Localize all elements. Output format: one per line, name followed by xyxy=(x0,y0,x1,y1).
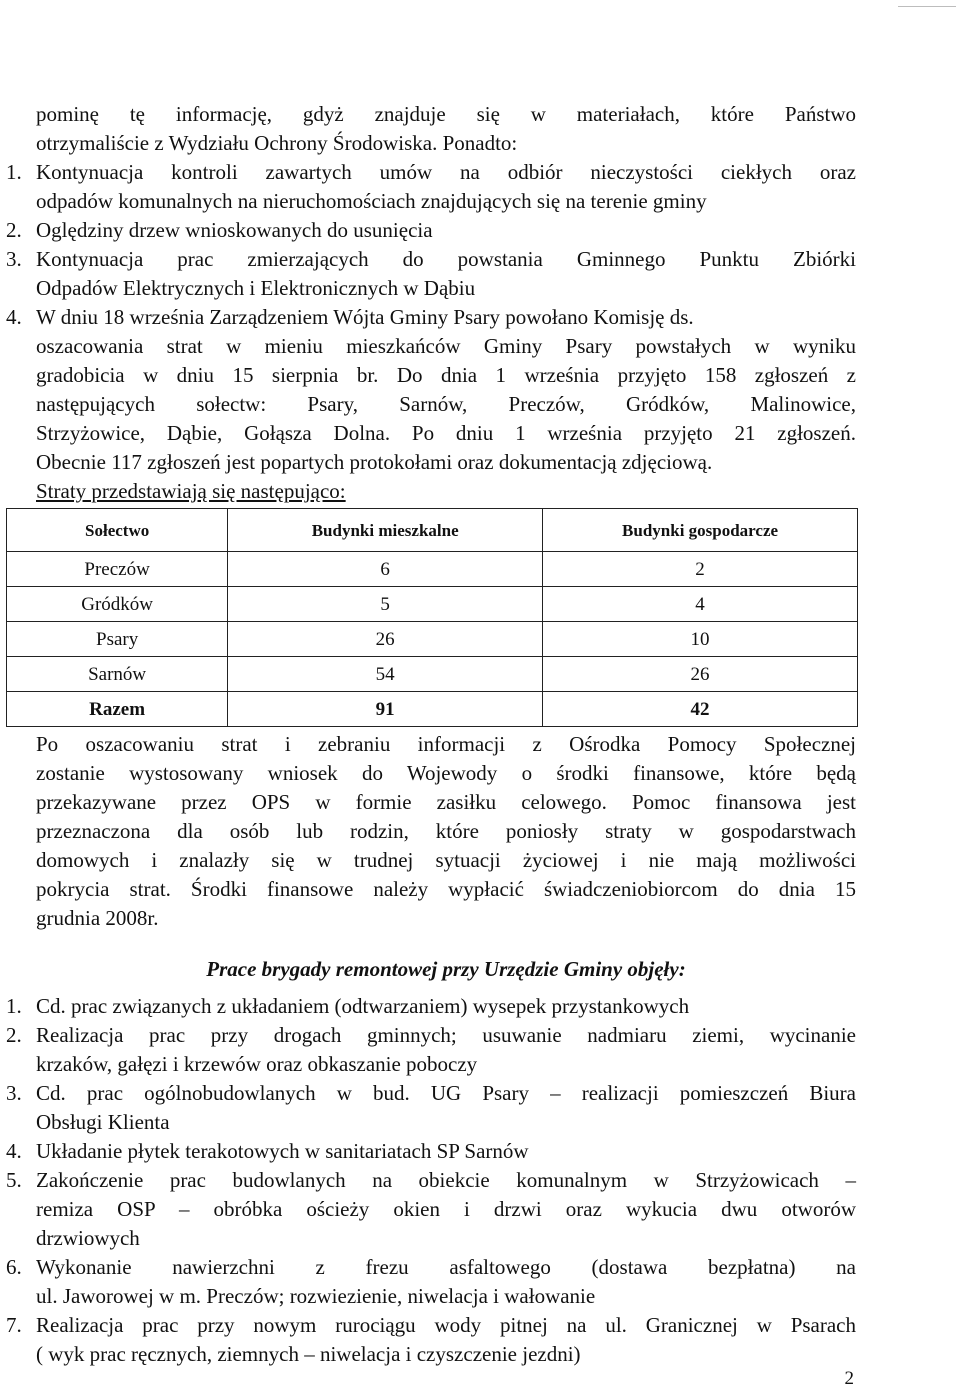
table-cell: Psary xyxy=(7,622,228,657)
table-cell: 10 xyxy=(543,622,858,657)
table-cell: 2 xyxy=(543,552,858,587)
list-number: 2. xyxy=(6,218,22,242)
list-2-item-2 xyxy=(6,1021,856,1079)
list-line: Realizacja prac przy drogach gminnych; usuwanie nadmiaru ziemi, wycinanie xyxy=(36,1023,856,1047)
list-line: Obsługi Klienta xyxy=(36,1110,170,1134)
list-1-item-2 xyxy=(6,216,856,245)
list-line: remiza OSP – obróbka ościeży okien i drzwi oraz wykucia dwu otworów xyxy=(36,1197,856,1221)
losses-table xyxy=(6,508,858,727)
paragraph-line: Obecnie 117 zgłoszeń jest popartych protokołami oraz dokumentacją zdjęciową. xyxy=(36,450,713,474)
paragraph-line: następujących sołectw: Psary, Sarnów, Preczów, Gródków, Malinowice, xyxy=(36,392,856,416)
list-line: Kontynuacja kontroli zawartych umów na odbiór nieczystości ciekłych oraz xyxy=(36,160,856,184)
intro-line-2: otrzymaliście z Wydziału Ochrony Środowiska. Ponadto: xyxy=(36,131,518,155)
table-cell: Preczów xyxy=(7,552,228,587)
table-header-row xyxy=(7,509,858,552)
list-line: Wykonanie nawierzchni z frezu asfaltowego (dostawa bezpłatna) na xyxy=(36,1255,856,1279)
list-2-item-3 xyxy=(6,1079,856,1137)
list-2-item-5 xyxy=(6,1166,856,1253)
intro-line-1: pominę tę informację, gdyż znajduje się w materiałach, które Państwo xyxy=(36,102,856,126)
list-line: W dniu 18 września Zarządzeniem Wójta Gminy Psary powołano Komisję ds. xyxy=(36,305,694,329)
table-cell: 26 xyxy=(543,657,858,692)
table-cell: 6 xyxy=(228,552,543,587)
table-row xyxy=(7,587,858,622)
list-line: Zakończenie prac budowlanych na obiekcie komunalnym w Strzyżowicach – xyxy=(36,1168,856,1192)
section-heading: Prace brygady remontowej przy Urzędzie Gminy objęły: xyxy=(206,957,686,981)
list-number: 5. xyxy=(6,1168,22,1192)
table-cell: Sarnów xyxy=(7,657,228,692)
paragraph-line: zostanie wystosowany wniosek do Wojewody o środki finansowe, które będą xyxy=(36,761,856,785)
list-line: drzwiowych xyxy=(36,1226,140,1250)
page-content xyxy=(6,100,856,1369)
list-line: Cd. prac ogólnobudowlanych w bud. UG Psary – realizacji pomieszczeń Biura xyxy=(36,1081,856,1105)
list-number: 4. xyxy=(6,305,22,329)
list-line: odpadów komunalnych na nieruchomościach znajdujących się na terenie gminy xyxy=(36,189,707,213)
list-line: ul. Jaworowej w m. Preczów; rozwiezienie, niwelacja i wałowanie xyxy=(36,1284,596,1308)
table-cell: 42 xyxy=(543,692,858,727)
list-number: 7. xyxy=(6,1313,22,1337)
paragraph-line: pokrycia strat. Środki finansowe należy wypłacić świadczeniobiorcom do dnia 15 xyxy=(36,877,856,901)
paragraph-line: Po oszacowaniu strat i zebraniu informacji z Ośrodka Pomocy Społecznej xyxy=(36,732,856,756)
table-cell: 5 xyxy=(228,587,543,622)
table-cell: 54 xyxy=(228,657,543,692)
table-header: Sołectwo xyxy=(7,509,228,552)
list-line: Układanie płytek terakotowych w sanitariatach SP Sarnów xyxy=(36,1139,529,1163)
table-cell: 4 xyxy=(543,587,858,622)
table-row xyxy=(7,622,858,657)
table-cell: Razem xyxy=(7,692,228,727)
list-1 xyxy=(6,158,856,332)
list-line: ( wyk prac ręcznych, ziemnych – niwelacja i czyszczenie jezdni) xyxy=(36,1342,581,1366)
list-2-item-1 xyxy=(6,992,856,1021)
table-row xyxy=(7,657,858,692)
list-line: krzaków, gałęzi i krzewów oraz obkaszanie poboczy xyxy=(36,1052,478,1076)
list-line: Oględziny drzew wnioskowanych do usunięcia xyxy=(36,218,433,242)
page-number: 2 xyxy=(844,1368,854,1389)
table-row xyxy=(7,552,858,587)
list-line: Odpadów Elektrycznych i Elektronicznych w Dąbiu xyxy=(36,276,476,300)
list-number: 6. xyxy=(6,1255,22,1279)
list-1-item-1 xyxy=(6,158,856,216)
paragraph-line: domowych i znalazły się w trudnej sytuacji życiowej i nie mają możliwości xyxy=(36,848,856,872)
list-1-item-4 xyxy=(6,303,856,332)
list-2-item-7 xyxy=(6,1311,856,1369)
table-cell: 91 xyxy=(228,692,543,727)
paragraph-line: Strzyżowice, Dąbie, Gołąsza Dolna. Po dniu 1 września przyjęto 21 zgłoszeń. xyxy=(36,421,856,445)
table-header: Budynki mieszkalne xyxy=(228,509,543,552)
list-line: Kontynuacja prac zmierzających do powstania Gminnego Punktu Zbiórki xyxy=(36,247,856,271)
after-table-paragraph xyxy=(36,730,856,933)
table-cell: Gródków xyxy=(7,587,228,622)
paragraph-line: przekazywane przez OPS w formie zasiłku celowego. Pomoc finansowa jest xyxy=(36,790,856,814)
list-number: 3. xyxy=(6,247,22,271)
list-number: 4. xyxy=(6,1139,22,1163)
list-number: 2. xyxy=(6,1023,22,1047)
paragraph-line: grudnia 2008r. xyxy=(36,906,159,930)
list-2 xyxy=(6,992,856,1369)
list-number: 3. xyxy=(6,1081,22,1105)
table-cell: 26 xyxy=(228,622,543,657)
list-2-item-4 xyxy=(6,1137,856,1166)
commission-paragraph xyxy=(36,332,856,506)
table-total-row xyxy=(7,692,858,727)
paragraph-line: przeznaczona dla osób lub rodzin, które poniosły straty w gospodarstwach xyxy=(36,819,856,843)
list-1-item-3 xyxy=(6,245,856,303)
list-line: Realizacja prac przy nowym rurociągu wody pitnej na ul. Granicznej w Psarach xyxy=(36,1313,856,1337)
list-2-item-6 xyxy=(6,1253,856,1311)
paragraph-line: Straty przedstawiają się następująco: xyxy=(36,479,346,503)
list-line: Cd. prac związanych z układaniem (odtwarzaniem) wysepek przystankowych xyxy=(36,994,690,1018)
paragraph-line: oszacowania strat w mieniu mieszkańców Gminy Psary powstałych w wyniku xyxy=(36,334,856,358)
list-number: 1. xyxy=(6,160,22,184)
table-header: Budynki gospodarcze xyxy=(543,509,858,552)
list-number: 1. xyxy=(6,994,22,1018)
paragraph-line: gradobicia w dniu 15 sierpnia br. Do dnia 1 września przyjęto 158 zgłoszeń z xyxy=(36,363,856,387)
top-rule xyxy=(898,6,956,7)
